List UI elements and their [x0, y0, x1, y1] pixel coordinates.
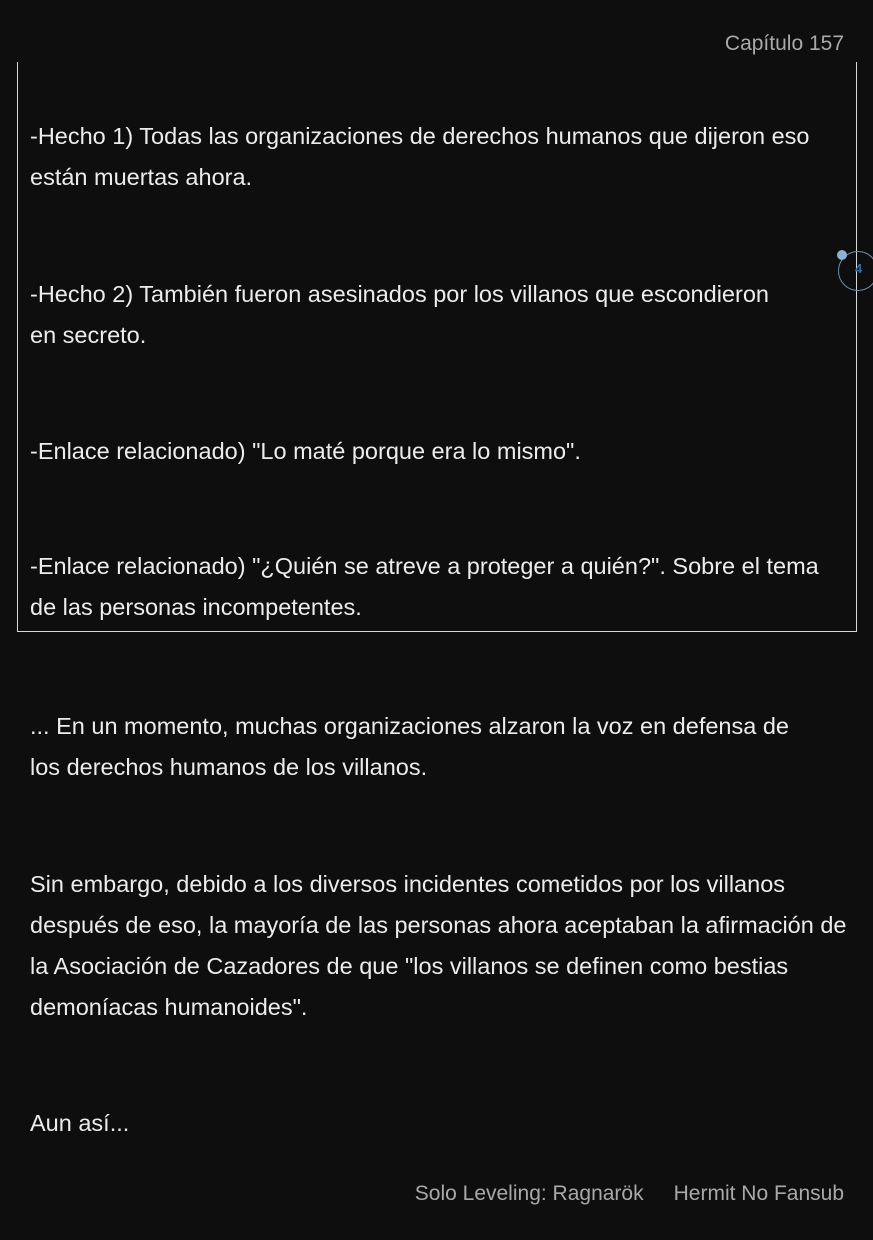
note-paragraph: -Hecho 1) Todas las organizaciones de derechos humanos que dijeron eso están muertas ahora.	[30, 123, 810, 190]
marker-number: 4	[855, 261, 863, 276]
body-paragraph: ... En un momento, muchas organizaciones alzaron la voz en defensa de los derechos humanos de los villanos.	[30, 713, 789, 780]
footer	[385, 1182, 844, 1206]
note-paragraph: -Enlace relacionado) "Lo maté porque era lo mismo".	[30, 438, 581, 464]
note-paragraph: -Hecho 2) También fueron asesinados por los villanos que escondieron en secreto.	[30, 281, 769, 348]
body-paragraph: Sin embargo, debido a los diversos incidentes cometidos por los villanos después de eso, la mayoría de las personas ahora aceptaban la afirmación de la Asociación de Cazadores de que "los villanos se definen como bestias demoníacas humanoides".	[30, 871, 847, 1020]
note-paragraph: -Enlace relacionado) "¿Quién se atreve a proteger a quién?". Sobre el tema de las personas incompetentes.	[30, 553, 819, 620]
marker-dot-icon	[837, 250, 847, 260]
page-marker[interactable]	[838, 251, 873, 291]
body-paragraph: Aun así...	[30, 1110, 130, 1136]
chapter-label: Capítulo 157	[724, 32, 844, 55]
footer-title: Solo Leveling: Ragnarök	[414, 1182, 644, 1205]
footer-group: Hermit No Fansub	[673, 1182, 844, 1205]
